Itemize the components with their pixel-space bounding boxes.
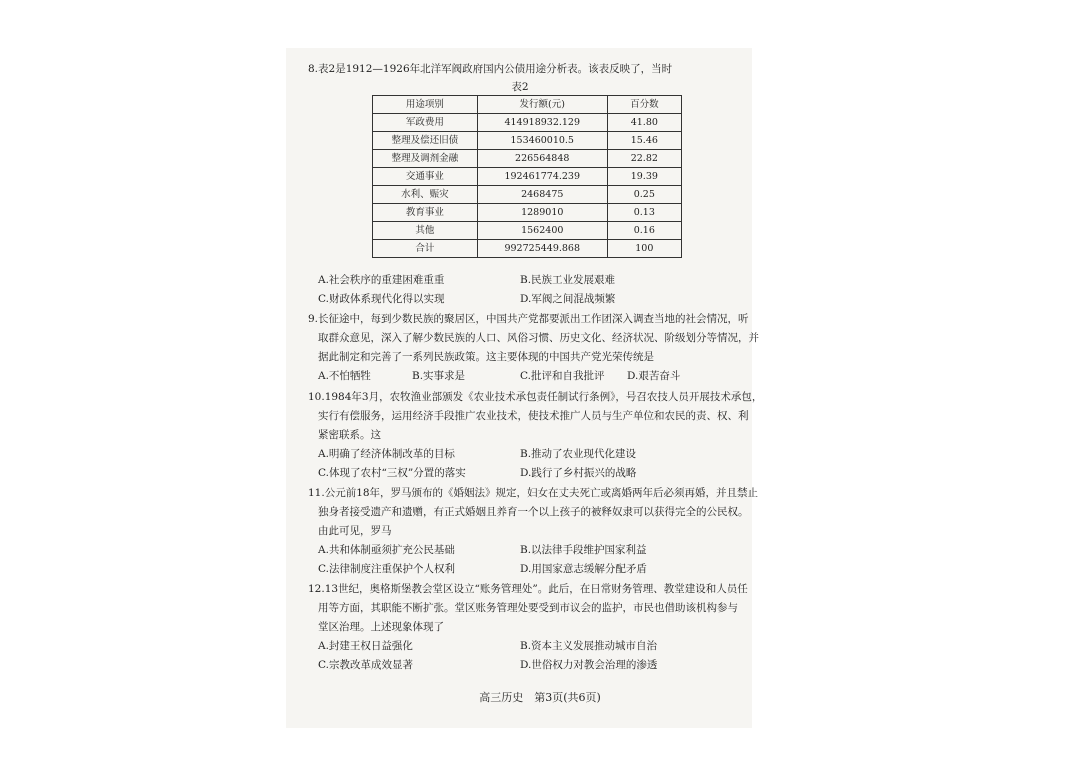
table-cell: 整理及偿还旧债 — [373, 132, 478, 150]
table-cell: 0.16 — [607, 222, 681, 240]
table-cell: 其他 — [373, 222, 478, 240]
q10-option-b: B.推动了农业现代化建设 — [520, 448, 637, 460]
q10-stem-line1: 10.1984年3月，农牧渔业部颁发《农业技术承包责任制试行条例》，号召农技人员开展技术承包， — [308, 391, 763, 403]
q11-option-b: B.以法律手段维护国家利益 — [520, 544, 647, 556]
q12-stem-line1: 12.13世纪，奥格斯堡教会堂区设立“账务管理处”。此后，在日常财务管理、教堂建设和人员任 — [308, 583, 748, 595]
q11-stem-line3: 由此可见，罗马 — [318, 525, 392, 537]
q11-stem-line1: 11.公元前18年，罗马颁布的《婚姻法》规定，妇女在丈夫死亡或离婚两年后必须再婚，并且禁止 — [308, 487, 759, 499]
table-cell: 22.82 — [607, 150, 681, 168]
q10-stem-line3: 紧密联系。这 — [318, 429, 381, 441]
page-footer: 高三历史 第3页(共6页) — [479, 691, 601, 704]
q9-option-c: C.批评和自我批评 — [520, 370, 605, 382]
table-row — [373, 114, 682, 132]
q12-option-b: B.资本主义发展推动城市自治 — [520, 640, 658, 652]
q12-stem-line3: 堂区治理。上述现象体现了 — [318, 621, 444, 633]
table-row — [373, 186, 682, 204]
table-cell: 1289010 — [477, 204, 607, 222]
q11-option-c: C.法律制度注重保护个人权利 — [318, 563, 455, 575]
table-cell: 0.13 — [607, 204, 681, 222]
table-cell: 15.46 — [607, 132, 681, 150]
q8-option-c: C.财政体系现代化得以实现 — [318, 293, 445, 305]
q10-stem-line2: 实行有偿服务，运用经济手段推广农业技术，使技术推广人员与生产单位和农民的责、权、利 — [318, 410, 749, 422]
table-row — [373, 132, 682, 150]
bond-usage-table — [372, 95, 682, 258]
table-cell: 水利、赈灾 — [373, 186, 478, 204]
header-cell: 发行额(元) — [477, 96, 607, 114]
table-cell: 41.80 — [607, 114, 681, 132]
q10-option-c: C.体现了农村“三权”分置的落实 — [318, 467, 466, 479]
q8-option-d: D.军阀之间混战频繁 — [520, 293, 616, 305]
table-row — [373, 150, 682, 168]
table-cell: 414918932.129 — [477, 114, 607, 132]
table-cell: 整理及调剂金融 — [373, 150, 478, 168]
table-cell: 军政费用 — [373, 114, 478, 132]
q11-option-a: A.共和体制亟须扩充公民基础 — [318, 544, 455, 556]
table-cell: 992725449.868 — [477, 240, 607, 258]
q12-option-a: A.封建王权日益强化 — [318, 640, 413, 652]
q12-option-d: D.世俗权力对教会治理的渗透 — [520, 659, 658, 671]
table-cell: 100 — [607, 240, 681, 258]
q8-option-a: A.社会秩序的重建困难重重 — [318, 274, 445, 286]
header-cell: 用途项别 — [373, 96, 478, 114]
q9-option-b: B.实事求是 — [412, 370, 466, 382]
table-cell: 合计 — [373, 240, 478, 258]
table-cell: 192461774.239 — [477, 168, 607, 186]
header-cell: 百分数 — [607, 96, 681, 114]
table-cell: 226564848 — [477, 150, 607, 168]
table-row — [373, 168, 682, 186]
q9-option-d: D.艰苦奋斗 — [627, 370, 681, 382]
q11-option-d: D.用国家意志缓解分配矛盾 — [520, 563, 647, 575]
table-caption: 表2 — [511, 81, 529, 93]
table-cell: 1562400 — [477, 222, 607, 240]
q8-option-b: B.民族工业发展艰难 — [520, 274, 616, 286]
table-cell: 教育事业 — [373, 204, 478, 222]
q9-stem-line3: 据此制定和完善了一系列民族政策。这主要体现的中国共产党光荣传统是 — [318, 351, 654, 363]
q10-option-d: D.践行了乡村振兴的战略 — [520, 467, 637, 479]
q12-stem-line2: 用等方面，其职能不断扩张。堂区账务管理处要受到市议会的监护，市民也借助该机构参与 — [318, 602, 738, 614]
table-cell: 19.39 — [607, 168, 681, 186]
table-cell: 2468475 — [477, 186, 607, 204]
q8-stem: 8.表2是1912—1926年北洋军阀政府国内公债用途分析表。该表反映了，当时 — [308, 63, 673, 75]
q11-stem-line2: 独身者接受遗产和遗赠，有正式婚姻且养育一个以上孩子的被释奴隶可以获得完全的公民权。 — [318, 506, 749, 518]
q12-option-c: C.宗教改革成效显著 — [318, 659, 413, 671]
q9-option-a: A.不怕牺牲 — [318, 370, 371, 382]
table-row — [373, 222, 682, 240]
table-cell: 交通事业 — [373, 168, 478, 186]
table-row — [373, 204, 682, 222]
q9-stem-line1: 9.长征途中，每到少数民族的聚居区，中国共产党都要派出工作团深入调查当地的社会情况，听 — [308, 313, 749, 325]
table-cell: 0.25 — [607, 186, 681, 204]
q10-option-a: A.明确了经济体制改革的目标 — [318, 448, 455, 460]
table-cell: 153460010.5 — [477, 132, 607, 150]
table-total-row — [373, 240, 682, 258]
q9-stem-line2: 取群众意见，深入了解少数民族的人口、风俗习惯、历史文化、经济状况、阶级划分等情况，并 — [318, 332, 759, 344]
table-header-row — [373, 96, 682, 114]
